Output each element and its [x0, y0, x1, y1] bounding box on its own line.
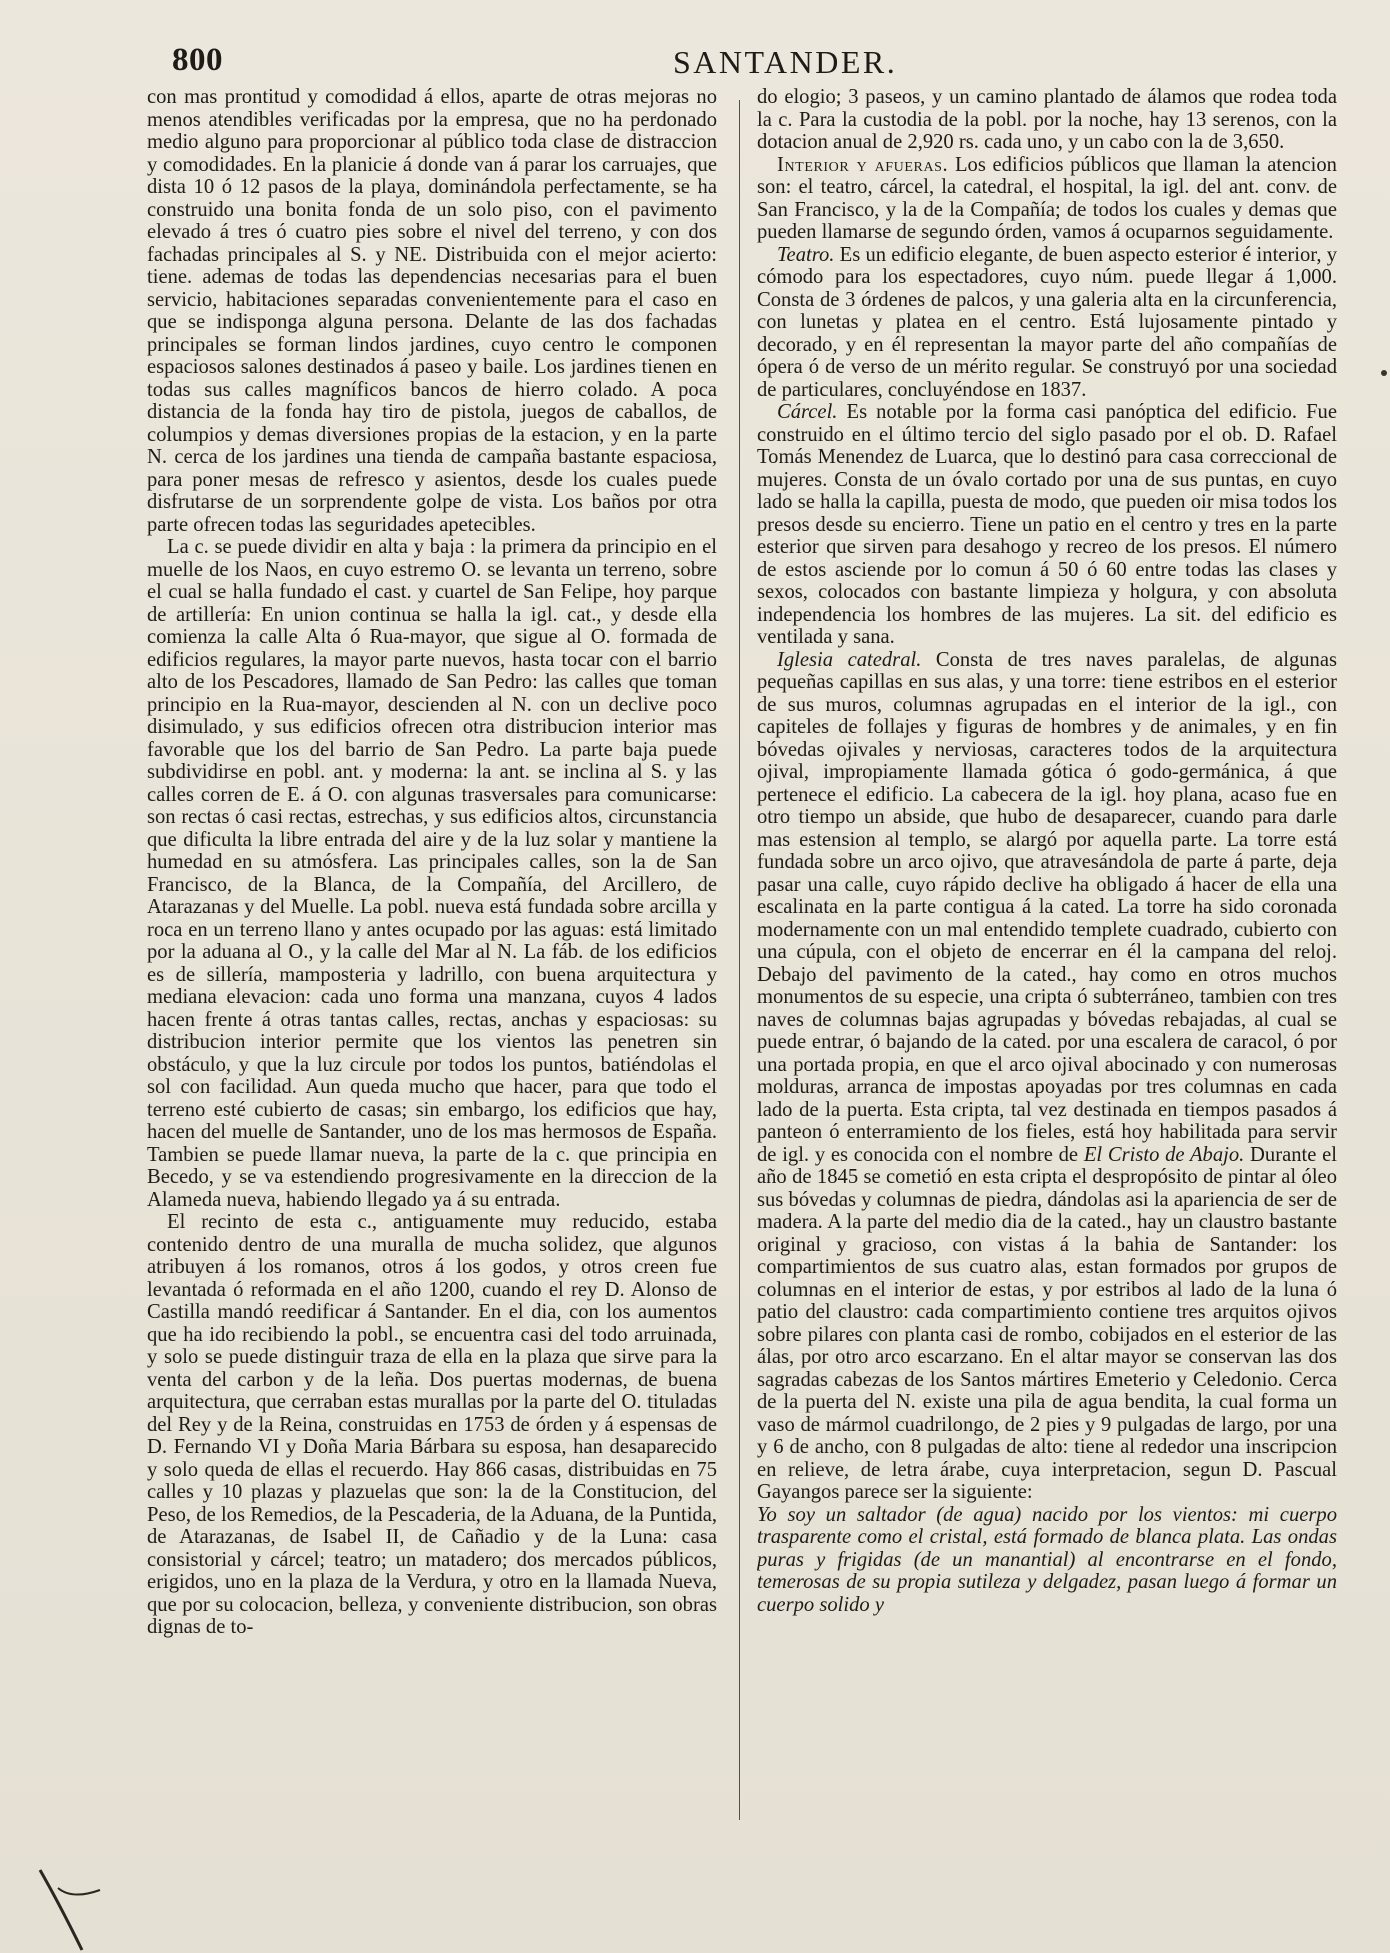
paragraph: con mas prontitud y comodidad á ellos, aparte de otras mejoras no menos atendibles verificadas por la empresa, que no ha perdonado medio alguno para proporcionar al público toda clase de distraccion y comodidades. En la planicie á donde van á parar los carruajes, que dista 10 ó 12 pasos de la playa, dominándola perfectamente, se ha construido una bonita fonda de un solo piso, con el pavimento elevado á tres ó cuatro pies sobre el nivel del terreno, y con dos fachadas principales al S. y NE. Distribuida con el mejor acierto: tiene. ademas de todas las dependencias necesarias para el buen servicio, habitaciones separadas convenientemente para el caso en que se indisponga alguna persona. Delante de las dos fachadas principales se forman lindos jardines, cuyo centro le componen espaciosos salones destinados á paseo y baile. Los jardines tienen en todas sus calles magníficos bancos de hierro colado. A poca distancia de la fonda hay tiro de pistola, juegos de caballos, de columpios y demas diversiones propias de la estacion, y en la parte N. cerca de los jardines una tienda de campaña bastante espaciosa, para poner mesas de refresco y asientos, desde los cuales puede disfrutarse de un sorprendente golpe de vista. Los baños por otra parte ofrecen todas las seguridades apetecibles.: [147, 86, 717, 536]
ink-dot: [1381, 370, 1387, 376]
page-number: 800: [172, 42, 223, 78]
paragraph: [757, 244, 1337, 402]
running-head: SANTANDER.: [673, 44, 898, 80]
paragraph: La c. se puede dividir en alta y baja : la primera da principio en el muelle de los Naos, en cuyo estremo O. se levanta un terreno, sobre el cual se halla fundado el cast. y cuartel de San Felipe, hoy parque de artillería: En union continua se halla la igl. cat., y desde ella comienza la calle Alta ó Rua-mayor, que sigue al O. formada de edificios regulares, la mayor parte nuevos, hasta tocar con el barrio alto de los Pescadores, llamado de San Pedro: las calles que toman principio en la Rua-mayor, descienden al N. con un declive poco disimulado, y sus edificios ofrecen otra distribucion interior mas favorable que los del barrio de San Pedro. La parte baja puede subdividirse en pobl. ant. y moderna: la ant. se inclina al S. y las calles corren de E. á O. con algunas trasversales para comunicarse: son rectas ó casi rectas, estrechas, y sus edificios altos, circunstancia que dificulta la libre entrada del aire y de la luz solar y mantiene la humedad en su atmósfera. Las principales calles, son la de San Francisco, de la Blanca, de la Compañía, del Arcillero, de Atarazanas y del Muelle. La pobl. nueva está fundada sobre arcilla y roca en un terreno llano y antes ocupado por las aguas: está limitado por la aduana al O., y la calle del Mar al N. La fáb. de los edificios es de sillería, mamposteria y ladrillo, con buena arquitectura y mediana elevacion: cada uno forma una manzana, cuyos 4 lados hacen frente á otras tantas calles, rectas, anchas y espaciosas: su distribucion interior permite que los vientos las penetren sin obstáculo, y que la luz circule por todos los puntos, batiéndolas el sol con facilidad. Aun queda mucho que hacer, para que todo el terreno esté cubierto de casas; sin embargo, los edificios que hay, hacen del muelle de Santander, uno de los mas hermosos de España. Tambien se puede llamar nueva, la parte de la c. que principia en Becedo, y se va estendiendo progresivamente en la direccion de la Alameda nueva, habiendo llegado ya á su entrada.: [147, 536, 717, 1211]
paragraph-text: Consta de tres naves paralelas, de algunas pequeñas capillas en sus alas, y una torre: tiene estribos en el esterior de sus muros, columnas agrupadas en el interior de la igl., con capiteles de follajes y figuras de hombres y de animales, y en fin bóvedas ojivales y nerviosas, caracteres todos de la arquitectura ojival, impropiamente llamada gótica ó godo-germánica, á que pertenece el edificio. La cabecera de la igl. hoy plana, acaso fue en otro tiempo un abside, que hubo de desaparecer, cuando para darle mas estension al templo, se alargó por aquella parte. La torre está fundada sobre un arco ojivo, que atravesándola de parte á parte, deja pasar una calle, cuyo rápido declive ha obligado á hacer de ella una escalinata en la parte contigua á la cated. La torre ha sido coronada modernamente con un mal entendido templete cuadrado, cubierto con una cúpula, con el objeto de encerrar en él la campana del reloj. Debajo del pavimento de la cated., hay como en otros muchos monumentos de su especie, una cripta ó subterráneo, tambien con tres naves de columnas bajas agrupadas y bóvedas rebajadas, al cual se puede entrar, ó bajando de la cated. por una escalera de caracol, ó por una portada propia, en que el arco ojival abocinado y con numerosas molduras, arranca de impostas apoyadas por tres columnas en cada lado de la puerta. Esta cripta, tal vez destinada en tiempos pasados á panteon ó enterramiento de los fieles, está hoy habilitada para servir de igl. y es conocida con el nombre de: [757, 648, 1337, 1166]
paragraph: [757, 401, 1337, 649]
pen-stroke-mark: [40, 1870, 82, 1950]
page-header: [168, 42, 1338, 82]
inscription-quote: Yo soy un saltador (de agua) nacido por los vientos: mi cuerpo trasparente como el cristal, está formado de blanca plata. Las ondas puras y frigidas (de un manantial) al encontrarse en el fondo, temerosas de su propia sutileza y delgadez, pasan luego á formar un cuerpo solido y: [757, 1503, 1337, 1616]
section-heading: Iglesia catedral.: [777, 648, 922, 671]
right-column: [757, 86, 1337, 1851]
paragraph: [757, 154, 1337, 244]
paragraph-text: Los edificios públicos que llaman la atencion son: el teatro, cárcel, la catedral, el hospital, la igl. del ant. conv. de San Francisco, y la de la Compañía; de todos los cuales y demas que pueden llamarse de segundo órden, vamos á ocuparnos seguidamente.: [757, 153, 1337, 243]
paragraph: El recinto de esta c., antiguamente muy reducido, estaba contenido dentro de una muralla de mucha solidez, que algunos atribuyen á los romanos, otros á los godos, y otros creen fue levantada ó reformada en el año 1200, cuando el rey D. Alonso de Castilla mandó reedificar á Santander. En el dia, con los aumentos que ha ido recibiendo la pobl., se encuentra casi del todo arruinada, y solo se puede distinguir traza de ella en la plaza que sirve para la venta del carbon y de la leña. Dos puertas modernas, de buena arquitectura, que cerraban estas murallas por la parte del O. tituladas del Rey y de la Reina, construidas en 1753 de órden y á espensas de D. Fernando VI y Doña Maria Bárbara su esposa, han desaparecido y solo queda de ellas el recuerdo. Hay 866 casas, distribuidas en 75 calles y 10 plazas y plazuelas que son: la de la Constitucion, del Peso, de los Remedios, de la Pescaderia, de la Aduana, de la Puntida, de Atarazanas, de Isabel II, de Cañadio y de la Luna: casa consistorial y cárcel; teatro; un matadero; dos mercados públicos, erigidos, uno en la plaza de la Verdura, y otro en la llamada Nueva, que por su colocacion, belleza, y conveniente distribucion, son obras dignas de to-: [147, 1211, 717, 1638]
section-heading: Cárcel.: [777, 401, 838, 423]
paragraph: [757, 649, 1337, 1504]
paragraph-text: Es un edificio elegante, de buen aspecto esterior é interior, y cómodo para los espectadores, cuyo núm. puede llegar á 1,000. Consta de 3 órdenes de palcos, y una galeria alta en la circunferencia, con lunetas y platea en el centro. Está lujosamente pintado y decorado, y en él representan la mayor parte del año compañías de ópera ó de verso de un mérito regular. Se construyó por una sociedad de particulares, concluyéndose en 1837.: [757, 243, 1337, 401]
paragraph: do elogio; 3 paseos, y un camino plantado de álamos que rodea toda la c. Para la custodia de la pobl. por la noche, hay 13 serenos, con la dotacion anual de 2,920 rs. cada uno, y un cabo con la de 3,650.: [757, 86, 1337, 153]
section-heading: Interior y afueras.: [777, 153, 949, 176]
paragraph-text: Es notable por la forma casi panóptica del edificio. Fue construido en el último tercio del siglo pasado por el ob. D. Rafael Tomás Menendez de Luarca, que lo destinó para casa correccional de mujeres. Consta de un óvalo cortado por una de sus puntas, en cuyo lado se halla la capilla, puesta de modo, que pueden oir misa todos los presos desde su encierro. Tiene un patio en el centro y tres en la parte esterior que sirven para desahogo y recreo de los presos. El número de estos asciende por lo comun á 50 ó 60 entre todas las clases y sexos, colocados con bastante limpieza y holgura, y con absoluta independencia los hombres de las mujeres. La sit. del edificio es ventilada y sana.: [757, 401, 1337, 648]
crypt-name: El Cristo de Abajo.: [1083, 1143, 1245, 1166]
section-heading: Teatro.: [777, 243, 835, 266]
left-column: [147, 86, 717, 1851]
column-divider: [739, 100, 740, 1820]
paragraph-text: Durante el año de 1845 se cometió en esta cripta el despropósito de pintar al óleo sus bóvedas y columnas de piedra, dándolas asi la apariencia de ser de madera. A la parte del medio dia de la cated., hay un claustro bastante original y gracioso, con vistas á la bahia de Santander: los compartimientos de sus cuatro alas, estan formados por grupos de columnas en el interior de estas, y por estribos al lado de la luna ó patio del claustro: cada compartimiento contiene tres arquitos ojivos sobre pilares con planta casi de rombo, cobijados en el esterior de las álas, por otro arco escarzano. En el altar mayor se conservan las dos sagradas cabezas de los Santos mártires Emeterio y Celedonio. Cerca de la puerta del N. existe una pila de agua bendita, la cual forma un vaso de mármol cuadrilongo, de 2 pies y 9 pulgadas de largo, por una y 6 de ancho, con 8 pulgadas de alto: tiene al rededor una inscripcion en relieve, de letra árabe, cuya interpretacion, segun D. Pascual Gayangos parece ser la siguiente:: [757, 1143, 1337, 1503]
pen-stroke-mark: [58, 1888, 100, 1895]
